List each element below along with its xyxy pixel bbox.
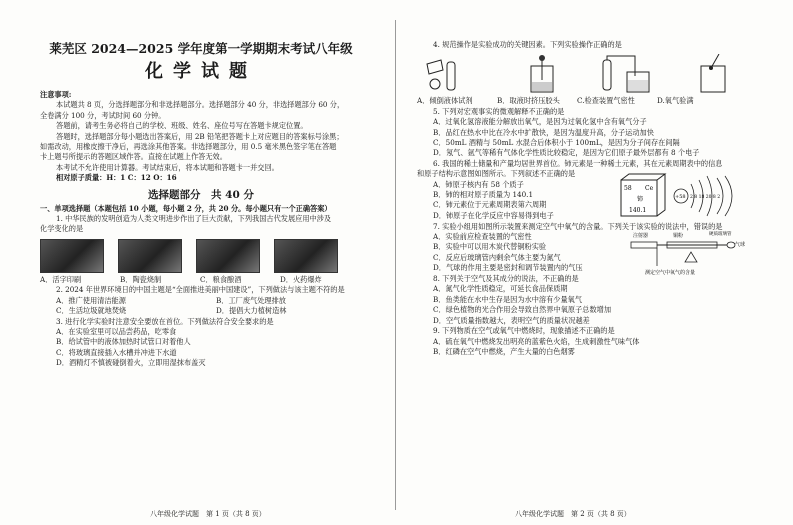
- notice-line: 答题前，请考生务必将自己的学校、班级、姓名、座位号写在答题卡规定位置。: [56, 121, 308, 131]
- airtight-check-apparatus: [589, 54, 669, 94]
- q4-options: [417, 96, 765, 106]
- notice-line: 卡上题号所提示的答题区域作答。直接在试题上作答无效。: [40, 152, 227, 162]
- label-copper: 铜粉: [673, 233, 684, 240]
- q2-stem: 2. 2024 年世界环境日的中国主题是“全面推进美丽中国建设”，下列做法与该主题不符的是: [56, 285, 345, 295]
- q1-stem: 化学变化的是: [40, 224, 84, 234]
- left-footer: 八年级化学试题 第 1 页（共 8 页）: [150, 510, 266, 518]
- apparatus-caption: 测定空气中氧气的含量: [645, 270, 696, 277]
- element-symbol: Ce: [645, 184, 654, 192]
- q6-option-a[interactable]: A．铈原子核内有 58 个质子: [433, 179, 524, 189]
- q9-stem: 9. 下列物质在空气或氧气中燃烧时，现象描述不正确的是: [433, 326, 615, 336]
- q7-option-b[interactable]: B．实验中可以用木炭代替铜粉实验: [433, 242, 547, 252]
- q6-option-d[interactable]: D．铈原子在化学反应中容易得到电子: [433, 210, 554, 220]
- q4-option-a[interactable]: A．倾倒液体试剂: [417, 96, 473, 106]
- exam-title: 莱芜区 2024—2025 学年度第一学期期末考试八年级: [49, 41, 353, 56]
- q6-option-c[interactable]: C．铈元素位于元素周期表第六周期: [433, 200, 547, 210]
- q3-option-b[interactable]: B．给试管中的液体加热时试管口对着他人: [56, 337, 191, 347]
- q2-option-a[interactable]: A．推广使用清洁能源: [56, 295, 126, 305]
- notice-line: 如需改动，用橡皮擦干净后，再选涂其他答案。非选择题部分，用 0.5 毫米黑色签字笔在答题: [40, 142, 337, 152]
- brewing-photo: [196, 239, 260, 273]
- dropper-apparatus: [503, 54, 583, 94]
- ceramics-photo: [118, 239, 182, 273]
- q6-stem: 和原子结构示意图如图所示。下列叙述不正确的是: [417, 169, 576, 179]
- pouring-apparatus: [417, 54, 497, 94]
- q5-stem: 5. 下列对宏观事实的微观解释不正确的是: [433, 106, 565, 116]
- q1-stem: 1. 中华民族的发明创造为人类文明进步作出了巨大贡献，下列我国古代发展应用中涉及: [56, 214, 332, 224]
- atom-shells: 2 8 18 20 8 2: [690, 194, 721, 200]
- q9-option-a[interactable]: A．硫在氧气中燃烧发出明亮的蓝紫色火焰，生成刺激性气味气体: [433, 336, 640, 346]
- q4-stem: 4. 规范操作是实验成功的关键因素。下列实验操作正确的是: [433, 40, 622, 49]
- q5-option-b[interactable]: B．品红在热水中比在冷水中扩散快，是因为温度升高，分子运动加快: [433, 127, 654, 137]
- part1-heading: 一、单项选择题（本题包括 10 小题，每小题 2 分，共 20 分。每小题只有一个正确答案）: [40, 203, 332, 213]
- notice-line: 答题时，选择题部分每小题选出答案后，用 2B 铅笔把答题卡上对应题目的答案标号涂黑；: [56, 131, 344, 141]
- cerium-diagram: [617, 172, 757, 220]
- q1-option-c[interactable]: C．粮食酿酒: [200, 274, 242, 284]
- q7-option-d[interactable]: D．气球的作用主要是密封和调节装置内的气压: [433, 263, 583, 273]
- q7-option-a[interactable]: A．实验前应检查装置的气密性: [433, 232, 532, 242]
- notice-line: 全卷满分 100 分，考试时间 60 分钟。: [40, 110, 166, 120]
- q3-option-a[interactable]: A．在实验室里可以品尝药品，吃零食: [56, 326, 177, 336]
- label-syringe: 注射器: [633, 233, 649, 240]
- oxygen-apparatus: [627, 230, 757, 276]
- q8-stem: 8. 下列关于空气及其成分的说法，不正确的是: [433, 274, 579, 284]
- q1-photos: [40, 239, 382, 273]
- q7-block: [417, 232, 765, 277]
- q2-option-b[interactable]: B．工厂废气处理排放: [216, 295, 286, 305]
- notice-line: 本考试不允许使用计算器。考试结束后，将本试题和答题卡一并交回。: [56, 162, 279, 172]
- q8-option-b[interactable]: B．鱼类能在水中生存是因为水中溶有少量氧气: [433, 294, 583, 304]
- q9-option-b[interactable]: B．红磷在空气中燃烧，产生大量的白色烟雾: [433, 346, 575, 356]
- right-footer: 八年级化学试题 第 2 页（共 8 页）: [515, 510, 631, 518]
- exam-subject: 化学试题: [145, 61, 257, 82]
- q2-options: [40, 296, 382, 306]
- oxygen-test-apparatus: [675, 54, 755, 94]
- atom-nucleus: +58: [675, 193, 686, 200]
- element-mass: 140.1: [629, 206, 647, 214]
- q3-option-c[interactable]: C．将玻璃直接插入水槽并冲进下水道: [56, 347, 177, 357]
- q6-stem: 6. 我国的稀土储量和产量均居世界首位。铈元素是一种稀土元素，其在元素周期表中的信息: [433, 158, 723, 168]
- section-title: 选择题部分 共 40 分: [148, 188, 254, 201]
- right-page: [397, 0, 793, 525]
- q3-option-d[interactable]: D．酒精灯不慎被碰倒着火，立即用湿抹布盖灭: [56, 358, 206, 368]
- notice-heading: 注意事项:: [40, 90, 72, 99]
- q5-option-c[interactable]: C．50mL 酒精与 50mL 水混合后体积小于 100mL，是因为分子间存在间隔: [433, 138, 680, 148]
- q1-option-a[interactable]: A．活字印刷: [40, 274, 82, 284]
- q4-option-c[interactable]: C.检查装置气密性: [577, 96, 635, 106]
- q6-block: [417, 180, 765, 222]
- element-name: 铈: [637, 195, 644, 203]
- q5-option-d[interactable]: D．氖气、氩气等稀有气体化学性质比较稳定，是因为它们原子最外层都有 8 个电子: [433, 148, 700, 158]
- q8-option-a[interactable]: A．氮气化学性质稳定，可延长食品保质期: [433, 284, 568, 294]
- fireworks-photo: [274, 239, 338, 273]
- q4-apparatus: [417, 54, 765, 94]
- q1-options: [40, 275, 382, 285]
- q1-option-b[interactable]: B．陶瓷烧制: [120, 274, 162, 284]
- q2-options: [40, 306, 382, 316]
- printing-photo: [40, 239, 104, 273]
- q2-option-d[interactable]: D．提倡大力植树造林: [216, 306, 287, 316]
- q2-option-c[interactable]: C．生活垃圾就地焚烧: [56, 306, 127, 316]
- element-number: 58: [624, 184, 632, 192]
- notice-line: 本试题共 8 页，分选择题部分和非选择题部分。选择题部分 40 分，非选择题部分 60 分，: [56, 100, 345, 110]
- label-tube: 硬质玻璃管: [709, 232, 732, 238]
- q7-option-c[interactable]: C．反应后玻璃管内剩余气体主要为氮气: [433, 252, 561, 262]
- atomic-mass-note: 相对原子质量：H：1 C：12 O：16: [56, 173, 177, 183]
- q8-option-d[interactable]: D．空气质量指数越大，表明空气的质量状况越差: [433, 315, 590, 325]
- q4-option-b[interactable]: B．取液时挤压胶头: [497, 96, 560, 106]
- q5-option-a[interactable]: A．过氧化氢溶液能分解放出氧气，是因为过氧化氢中含有氧气分子: [433, 117, 647, 127]
- q3-stem: 3. 进行化学实验时注意安全要放在首位。下列做法符合安全要求的是: [56, 316, 274, 326]
- label-balloon: 气球: [735, 242, 746, 249]
- left-page: [0, 0, 396, 525]
- q7-stem: 7. 实验小组用如图所示装置来测定空气中氧气的含量。下列关于该实验的说法中，错误的是: [433, 221, 723, 231]
- q4-option-d[interactable]: D.氧气验满: [657, 96, 694, 106]
- q6-option-b[interactable]: B．铈的相对原子质量为 140.1: [433, 190, 534, 200]
- q1-option-d[interactable]: D．火药爆炸: [280, 274, 322, 284]
- q8-option-c[interactable]: C．绿色植物的光合作用会导致自然界中氧原子总数增加: [433, 305, 612, 315]
